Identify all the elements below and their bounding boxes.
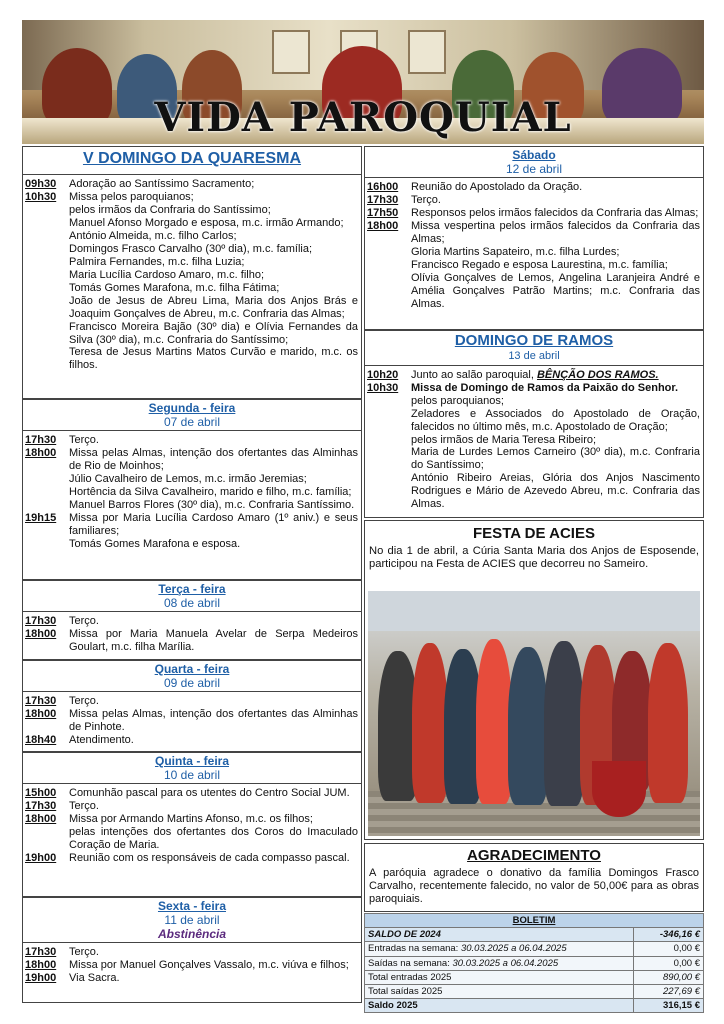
entry-line: Gloria Martins Sapateiro, m.c. filha Lurdes; bbox=[411, 246, 620, 259]
thanks-panel bbox=[364, 843, 704, 912]
boletim-label: Saídas na semana: bbox=[368, 957, 453, 969]
entry-line: Francisco Moreira Bajão (30º dia) e Olívia Fernandes da Silva (30º dia), m.c. Confraria do Santíssimo; bbox=[69, 320, 358, 346]
boletim-row bbox=[365, 970, 704, 984]
boletim-row bbox=[365, 999, 704, 1013]
schedule-entry bbox=[25, 695, 358, 708]
friday-header bbox=[23, 898, 361, 943]
entry-time: 18h00 bbox=[25, 813, 57, 826]
thanks-title: AGRADECIMENTO bbox=[467, 847, 601, 864]
entry-text bbox=[411, 194, 700, 207]
entry-text bbox=[69, 695, 358, 708]
schedule-entry bbox=[25, 708, 358, 734]
entry-line: Terço. bbox=[69, 695, 99, 708]
schedule-entry bbox=[25, 813, 358, 852]
banner-window bbox=[272, 30, 310, 74]
entry-line: Tomás Gomes Marafona e esposa. bbox=[69, 538, 241, 551]
entry-line: Responsos pelos irmãos falecidos da Confraria das Almas; bbox=[411, 207, 699, 220]
sunday-panel bbox=[22, 146, 362, 399]
schedule-entry bbox=[367, 194, 700, 207]
boletim-value: 890,00 € bbox=[634, 970, 704, 984]
entry-time: 17h50 bbox=[367, 207, 399, 220]
entry-line: Missa por Maria Lucília Cardoso Amaro (1º aniv.) e seus familiares; bbox=[69, 512, 358, 538]
boletim-label: Entradas na semana: bbox=[368, 943, 461, 955]
boletim-value: 0,00 € bbox=[634, 942, 704, 956]
entry-line: Palmira Fernandes, m.c. filha Luzia; bbox=[69, 255, 245, 268]
entry-time: 17h30 bbox=[25, 434, 57, 447]
schedule-entry bbox=[25, 628, 358, 654]
acies-panel bbox=[364, 520, 704, 840]
sunday-entries bbox=[23, 175, 361, 377]
boletim-label: SALDO DE 2024 bbox=[365, 928, 634, 942]
entry-line: Manuel Barros Flores (30º dia), m.c. Confraria Santíssimo. bbox=[69, 499, 355, 512]
entry-time: 10h30 bbox=[367, 381, 399, 394]
schedule-entry bbox=[25, 946, 358, 959]
entry-text bbox=[69, 972, 358, 985]
entry-text bbox=[69, 178, 358, 191]
boletim-label: Total saídas 2025 bbox=[365, 985, 634, 999]
entry-time: 18h00 bbox=[25, 708, 57, 721]
entry-text bbox=[411, 220, 700, 311]
tuesday-entries bbox=[23, 612, 361, 658]
entry-text bbox=[69, 628, 358, 654]
palm-sunday-panel bbox=[364, 330, 704, 518]
boletim-label-cell bbox=[365, 956, 634, 970]
palm-sunday-date: 13 de abril bbox=[508, 349, 560, 362]
thursday-date: 10 de abril bbox=[163, 768, 221, 783]
entry-line: Hortência da Silva Cavalheiro, marido e filho, m.c. família; bbox=[69, 486, 352, 499]
entry-text bbox=[411, 181, 700, 194]
entry-time: 19h15 bbox=[25, 512, 57, 525]
entry-text bbox=[69, 734, 358, 747]
schedule-entry bbox=[25, 972, 358, 985]
entry-line: Terço. bbox=[69, 946, 99, 959]
entry-line: António Ribeiro Areias, Glória dos Anjos Nascimento Rodrigues e Mário de Azevedo Abreu, m.c. Confraria das Almas. bbox=[411, 472, 700, 511]
entry-text bbox=[69, 708, 358, 734]
schedule-entry bbox=[25, 434, 358, 447]
saturday-title: Sábado bbox=[512, 148, 556, 162]
entry-time: 17h30 bbox=[25, 800, 57, 813]
friday-title: Sexta - feira bbox=[157, 899, 227, 913]
wednesday-panel bbox=[22, 660, 362, 752]
schedule-entry bbox=[25, 787, 358, 800]
entry-time: 10h20 bbox=[367, 368, 399, 381]
thursday-title: Quinta - feira bbox=[154, 754, 229, 768]
entry-text bbox=[69, 191, 358, 373]
wednesday-title: Quarta - feira bbox=[154, 662, 230, 676]
palm-sunday-title: DOMINGO DE RAMOS bbox=[454, 332, 614, 349]
entry-time: 18h00 bbox=[25, 959, 57, 972]
entry-time: 15h00 bbox=[25, 787, 57, 800]
entry-line: pelos irmãos da Confraria do Santíssimo; bbox=[69, 203, 271, 216]
entry-text bbox=[69, 800, 358, 813]
palm-sunday-entries bbox=[365, 366, 703, 516]
schedule-entry bbox=[25, 800, 358, 813]
wednesday-entries bbox=[23, 692, 361, 751]
mass-highlight: Missa de Domingo de Ramos da Paixão do Senhor. bbox=[411, 381, 679, 394]
entry-time: 17h30 bbox=[25, 946, 57, 959]
tuesday-title: Terça - feira bbox=[158, 582, 226, 596]
acies-text: No dia 1 de abril, a Cúria Santa Maria dos Anjos de Esposende, participou na Festa de ACIES que decorreu no Sameiro. bbox=[369, 544, 699, 570]
entry-line: Domingos Frasco Carvalho (30º dia), m.c. família; bbox=[69, 242, 313, 255]
boletim-table-wrap bbox=[364, 913, 704, 1013]
entry-text bbox=[69, 946, 358, 959]
entry-line: Maria de Lurdes Lemos Carneiro (30º dia), m.c. Confraria do Santíssimo; bbox=[411, 446, 700, 472]
schedule-entry bbox=[25, 734, 358, 747]
newsletter-title: VIDA PAROQUIAL bbox=[154, 94, 572, 141]
banner-window bbox=[408, 30, 446, 74]
tuesday-panel bbox=[22, 580, 362, 660]
entry-text bbox=[69, 512, 358, 551]
friday-date: 11 de abril bbox=[164, 913, 220, 928]
friday-note: Abstinência bbox=[157, 927, 226, 942]
entry-time: 18h00 bbox=[367, 220, 399, 233]
entry-text bbox=[69, 959, 358, 972]
schedule-entry bbox=[25, 852, 358, 865]
entry-line: Atendimento. bbox=[69, 734, 134, 747]
schedule-entry bbox=[367, 369, 700, 382]
tuesday-date: 08 de abril bbox=[163, 596, 221, 611]
thursday-panel bbox=[22, 752, 362, 897]
boletim-value: 0,00 € bbox=[634, 956, 704, 970]
entry-line: pelos paroquianos; bbox=[411, 394, 504, 407]
thursday-entries bbox=[23, 784, 361, 869]
boletim-row bbox=[365, 928, 704, 942]
boletim-row bbox=[365, 985, 704, 999]
boletim-header-row bbox=[365, 914, 704, 928]
wednesday-header bbox=[23, 661, 361, 692]
entry-line: Terço. bbox=[69, 800, 99, 813]
entry-line: Júlio Cavalheiro de Lemos, m.c. irmão Jeremias; bbox=[69, 473, 307, 486]
entry-line: Zeladores e Associados do Apostolado de Oração, falecidos no último mês, m.c. Apostolado de Oração; bbox=[411, 407, 700, 433]
boletim-value: -346,16 € bbox=[634, 928, 704, 942]
blessing-highlight: BÊNÇÃO DOS RAMOS. bbox=[536, 368, 659, 381]
sunday-header bbox=[23, 147, 361, 175]
entry-time: 17h30 bbox=[367, 194, 399, 207]
entry-line: Maria Lucília Cardoso Amaro, m.c. filho; bbox=[69, 268, 265, 281]
entry-text bbox=[69, 852, 358, 865]
entry-text bbox=[69, 434, 358, 447]
monday-title: Segunda - feira bbox=[148, 401, 236, 415]
thanks-text: A paróquia agradece o donativo da família Domingos Frasco Carvalho, recentemente falecido, no valor de 50,00€ para as obras paroquiais. bbox=[369, 866, 699, 905]
entry-text bbox=[411, 382, 700, 512]
entry-line: Missa por Armando Martins Afonso, m.c. os filhos; bbox=[69, 813, 313, 826]
sunday-title: V DOMINGO DA QUARESMA bbox=[82, 150, 302, 167]
group-photo bbox=[368, 591, 700, 836]
schedule-entry bbox=[25, 191, 358, 373]
entry-time: 17h30 bbox=[25, 695, 57, 708]
entry-text bbox=[69, 615, 358, 628]
entry-line: António Almeida, m.c. filho Carlos; bbox=[69, 229, 237, 242]
entry-line: Terço. bbox=[411, 194, 441, 207]
entry-line: Missa por Maria Manuela Avelar de Serpa Medeiros Goulart, m.c. filha Marília. bbox=[69, 628, 358, 654]
boletim-label: Saldo 2025 bbox=[365, 999, 634, 1013]
entry-line: Reunião com os responsáveis de cada compasso pascal. bbox=[69, 852, 350, 865]
boletim-period: 30.03.2025 a 06.04.2025 bbox=[452, 957, 559, 969]
schedule-entry bbox=[367, 207, 700, 220]
acies-title: FESTA DE ACIES bbox=[473, 525, 595, 542]
saturday-panel bbox=[364, 146, 704, 330]
entry-line: Teresa de Jesus Martins Matos Curvão e marido, m.c. os filhos. bbox=[69, 346, 358, 372]
entry-line: Missa por Manuel Gonçalves Vassalo, m.c. viúva e filhos; bbox=[69, 959, 349, 972]
entry-line: Adoração ao Santíssimo Sacramento; bbox=[69, 177, 255, 190]
thursday-header bbox=[23, 753, 361, 784]
entry-time: 18h00 bbox=[25, 628, 57, 641]
entry-text bbox=[69, 787, 358, 800]
entry-line: Via Sacra. bbox=[69, 972, 120, 985]
entry-time: 09h30 bbox=[25, 177, 57, 190]
entry-line: João de Jesus de Abreu Lima, Maria dos Anjos Brás e Joaquim Gonçalves de Abreu, m.c. Confraria das Almas; bbox=[69, 294, 358, 320]
boletim-period: 30.03.2025 a 06.04.2025 bbox=[460, 943, 567, 955]
schedule-entry bbox=[25, 178, 358, 191]
wednesday-date: 09 de abril bbox=[163, 676, 221, 691]
saturday-header bbox=[365, 147, 703, 178]
saturday-date: 12 de abril bbox=[505, 162, 563, 177]
boletim-table bbox=[364, 913, 704, 1013]
entry-time: 16h00 bbox=[367, 181, 399, 194]
monday-date: 07 de abril bbox=[163, 415, 221, 430]
entry-line: Terço. bbox=[69, 615, 99, 628]
schedule-entry bbox=[25, 447, 358, 512]
monday-panel bbox=[22, 399, 362, 580]
entry-line: Junto ao salão paroquial, bbox=[411, 368, 537, 381]
boletim-row bbox=[365, 956, 704, 970]
schedule-entry bbox=[367, 382, 700, 512]
entry-line: pelas intenções dos ofertantes dos Coros do Imaculado Coração de Maria. bbox=[69, 826, 358, 852]
schedule-entry bbox=[25, 615, 358, 628]
entry-text bbox=[69, 447, 358, 512]
boletim-value: 227,69 € bbox=[634, 985, 704, 999]
schedule-entry bbox=[25, 959, 358, 972]
entry-time: 18h40 bbox=[25, 734, 57, 747]
entry-time: 17h30 bbox=[25, 615, 57, 628]
schedule-entry bbox=[367, 220, 700, 311]
boletim-label: Total entradas 2025 bbox=[365, 970, 634, 984]
entry-line: Olívia Gonçalves de Lemos, Angelina Laranjeira André e Amélia Gonçalves Patrão Martins; m.c. Confraria das Almas. bbox=[411, 272, 700, 311]
entry-text bbox=[411, 369, 700, 382]
entry-time: 19h00 bbox=[25, 972, 57, 985]
schedule-entry bbox=[367, 181, 700, 194]
boletim-label-cell bbox=[365, 942, 634, 956]
saturday-entries bbox=[365, 178, 703, 315]
friday-entries bbox=[23, 943, 361, 989]
entry-line: Tomás Gomes Marafona, m.c. filha Fátima; bbox=[69, 281, 280, 294]
entry-line: Reunião do Apostolado da Oração. bbox=[411, 181, 583, 194]
tuesday-header bbox=[23, 581, 361, 612]
friday-panel bbox=[22, 897, 362, 1003]
entry-line: pelos irmãos de Maria Teresa Ribeiro; bbox=[411, 433, 597, 446]
header-banner bbox=[22, 20, 704, 144]
entry-line: Comunhão pascal para os utentes do Centro Social JUM. bbox=[69, 787, 350, 800]
entry-text bbox=[69, 813, 358, 852]
boletim-value: 316,15 € bbox=[634, 999, 704, 1013]
entry-line: Francisco Regado e esposa Laurestina, m.c. família; bbox=[411, 259, 668, 272]
monday-entries bbox=[23, 431, 361, 555]
entry-line: Missa pelas Almas, intenção dos ofertantes das Alminhas de Rio de Moinhos; bbox=[69, 447, 358, 473]
entry-line: Missa vespertina pelos irmãos falecidos da Confraria das Almas; bbox=[411, 220, 700, 246]
entry-line: Manuel Afonso Morgado e esposa, m.c. irmão Armando; bbox=[69, 216, 344, 229]
boletim-title: BOLETIM bbox=[365, 914, 704, 928]
entry-line: Terço. bbox=[69, 434, 99, 447]
entry-line: Missa pelas Almas, intenção dos ofertantes das Alminhas de Pinhote. bbox=[69, 708, 358, 734]
monday-header bbox=[23, 400, 361, 431]
entry-line: Missa pelos paroquianos; bbox=[69, 190, 194, 203]
palm-sunday-header bbox=[365, 331, 703, 366]
entry-time: 10h30 bbox=[25, 190, 57, 203]
schedule-entry bbox=[25, 512, 358, 551]
entry-text bbox=[411, 207, 700, 220]
entry-time: 18h00 bbox=[25, 447, 57, 460]
boletim-row bbox=[365, 942, 704, 956]
entry-time: 19h00 bbox=[25, 852, 57, 865]
